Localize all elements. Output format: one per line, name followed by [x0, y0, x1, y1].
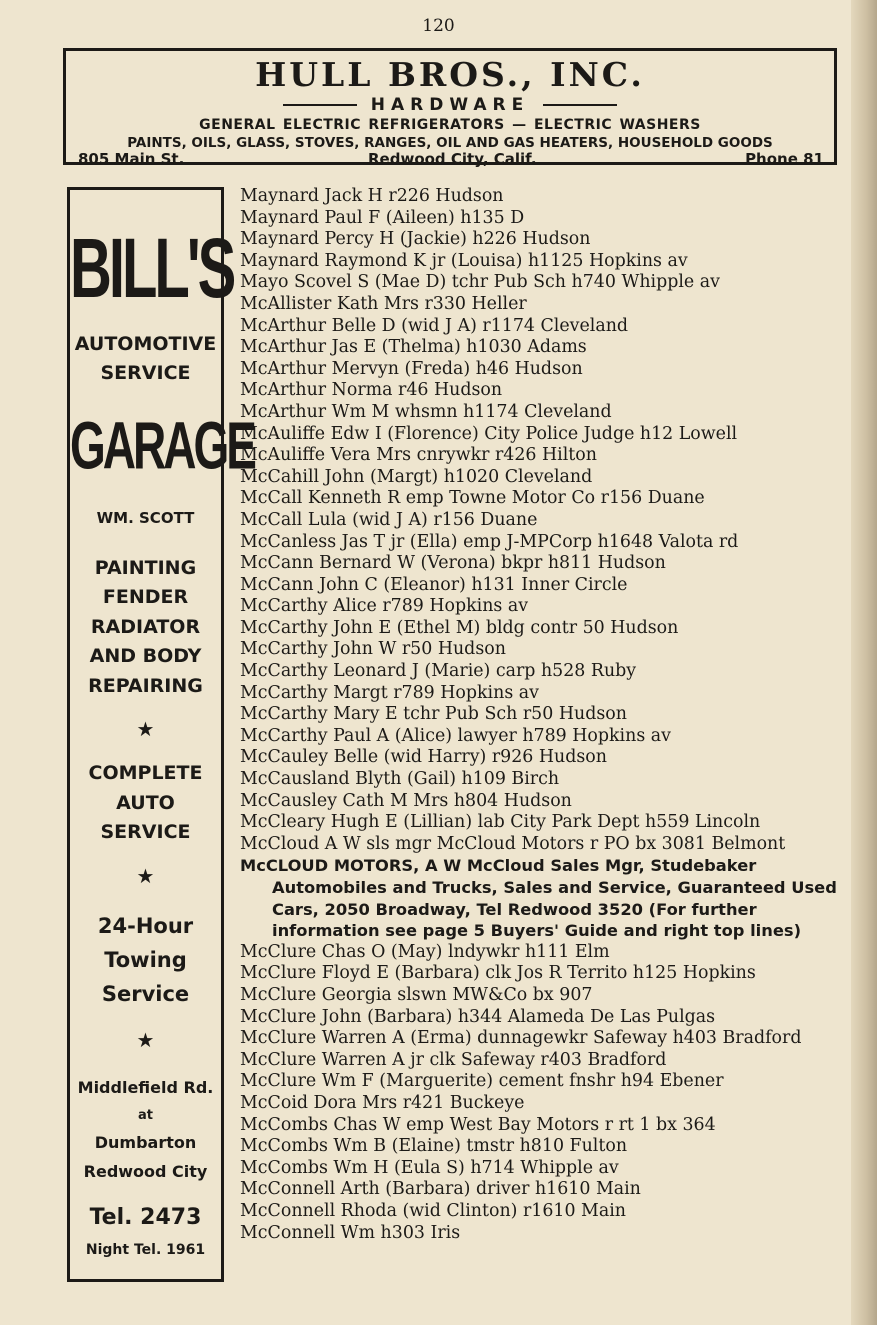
ad-cross-street: Dumbarton [94, 1133, 197, 1152]
listing-entry: McCleary Hugh E (Lillian) lab City Park Dept h559 Lincoln [240, 812, 761, 833]
listing-entry: McConnell Wm h303 Iris [240, 1222, 461, 1243]
listing-entry: McCahill John (Margt) h1020 Cleveland [240, 466, 593, 487]
listing-entry: McCloud A W sls mgr McCloud Motors r PO bx 3081 Belmont [240, 833, 786, 854]
ad-auto: AUTO [116, 792, 175, 814]
ad-owner: WM. SCOTT [96, 509, 195, 527]
listing-entry: Mayo Scovel S (Mae D) tchr Pub Sch h740 Whipple av [240, 272, 720, 293]
page-number: 120 [422, 16, 455, 36]
listing-entry: McCarthy Alice r789 Hopkins av [240, 596, 529, 617]
ad-complete: COMPLETE [88, 762, 203, 784]
ad-address: 805 Main St. [78, 150, 185, 168]
listing-entry: McCarthy John E (Ethel M) bldg contr 50 Hudson [240, 617, 679, 638]
listing-entry: McClure Floyd E (Barbara) clk Jos R Territo h125 Hopkins [240, 963, 756, 984]
listing-entry: Maynard Jack H r226 Hudson [240, 186, 504, 206]
ad-road: Middlefield Rd. [77, 1078, 214, 1097]
garage-name: BILL'S [70, 221, 234, 316]
listing-entry: McCoid Dora Mrs r421 Buckeye [240, 1092, 525, 1113]
listing-entry: McCombs Chas W emp West Bay Motors r rt 1 bx 364 [240, 1114, 716, 1135]
ad-line-appliances: GENERAL ELECTRIC REFRIGERATORS — ELECTRIC WASHERS [199, 117, 701, 133]
listing-entry: McArthur Belle D (wid J A) r1174 Cleveland [240, 315, 629, 336]
ad-service: SERVICE [100, 362, 191, 384]
ad-repairing: REPAIRING [88, 675, 203, 697]
ad-service-2: SERVICE [100, 821, 191, 843]
listing-entry: McClure Georgia slswn MW&Co bx 907 [240, 984, 593, 1005]
listing-entry: McCausland Blyth (Gail) h109 Birch [240, 769, 560, 790]
directory-listings [240, 186, 852, 1244]
ad-service-3: Service [101, 982, 190, 1006]
star-icon: ★ [136, 717, 155, 741]
ad-telephone: Tel. 2473 [89, 1205, 202, 1230]
listing-entry: McCombs Wm H (Eula S) h714 Whipple av [240, 1157, 619, 1178]
ad-24-hour: 24-Hour [97, 914, 194, 938]
listing-entry: McAllister Kath Mrs r330 Heller [240, 293, 527, 314]
listing-entry: McCanless Jas T jr (Ella) emp J-MPCorp h1648 Valota rd [240, 531, 739, 552]
listing-entry: McClure Warren A (Erma) dunnagewkr Safeway h403 Bradford [240, 1028, 802, 1049]
listing-entry: McCarthy Margt r789 Hopkins av [240, 682, 539, 703]
page-edge [851, 0, 877, 1325]
listing-entry: McClure Chas O (May) lndywkr h111 Elm [240, 941, 610, 962]
ad-fender: FENDER [102, 586, 189, 608]
ad-city: Redwood City [83, 1162, 208, 1181]
listing-entry: McArthur Mervyn (Freda) h46 Hudson [240, 358, 583, 379]
listing-entry: Maynard Raymond K jr (Louisa) h1125 Hopkins av [240, 250, 688, 271]
hardware-advertisement [63, 48, 837, 168]
listing-entry: McAuliffe Edw I (Florence) City Police Judge h12 Lowell [240, 423, 738, 444]
listing-entry: McClure John (Barbara) h344 Alameda De Las Pulgas [240, 1006, 716, 1027]
listing-entry: McCausley Cath M Mrs h804 Hudson [240, 790, 572, 811]
ad-city: Redwood City, Calif. [368, 150, 537, 168]
listing-entry: McArthur Wm M whsmn h1174 Cleveland [240, 401, 612, 422]
listing-entry: McClure Wm F (Marguerite) cement fnshr h94 Ebener [240, 1071, 724, 1092]
listing-entry: McArthur Jas E (Thelma) h1030 Adams [240, 337, 587, 358]
divider-rule [283, 104, 357, 106]
ad-towing: Towing [104, 948, 187, 972]
ad-line-goods: PAINTS, OILS, GLASS, STOVES, RANGES, OIL AND GAS HEATERS, HOUSEHOLD GOODS [127, 135, 773, 151]
ad-contact-row [78, 150, 824, 168]
ad-garage-word: GARAGE [70, 407, 254, 483]
listing-entry: McCall Kenneth R emp Towne Motor Co r156 Duane [240, 488, 705, 509]
listing-entry-featured: McCLOUD MOTORS, A W McCloud Sales Mgr, Studebaker Automobiles and Trucks, Sales and Service, Guaranteed Used Cars, 2050 Broadway, Tel Redwood 3520 (For further information see page 5 Buyers' Guide and right top lines) [240, 856, 837, 941]
ad-radiator: RADIATOR [90, 616, 201, 638]
listing-entry: McCarthy Paul A (Alice) lawyer h789 Hopkins av [240, 725, 671, 746]
ad-at: at [138, 1108, 153, 1123]
category-row [66, 95, 834, 115]
listing-entry: McCall Lula (wid J A) r156 Duane [240, 509, 538, 530]
listing-entry: McCarthy John W r50 Hudson [240, 639, 506, 660]
listing-entry: McCarthy Mary E tchr Pub Sch r50 Hudson [240, 704, 627, 725]
listing-entry: McConnell Arth (Barbara) driver h1610 Main [240, 1179, 641, 1200]
star-icon: ★ [136, 1028, 155, 1052]
divider-rule [543, 104, 617, 106]
listing-entry: McCann Bernard W (Verona) bkpr h811 Hudson [240, 553, 666, 574]
listing-entry: McArthur Norma r46 Hudson [240, 380, 503, 401]
listing-entry: McCann John C (Eleanor) h131 Inner Circle [240, 574, 628, 595]
ad-painting: PAINTING [94, 557, 197, 579]
ad-and-body: AND BODY [89, 645, 202, 667]
ad-night-telephone: Night Tel. 1961 [85, 1242, 206, 1258]
listing-entry: McClure Warren A jr clk Safeway r403 Bradford [240, 1049, 667, 1070]
listing-entry: McCarthy Leonard J (Marie) carp h528 Ruby [240, 661, 637, 682]
ad-automotive: AUTOMOTIVE [74, 333, 217, 355]
garage-advertisement [67, 187, 254, 1282]
advertiser-name: HULL BROS., INC. [255, 55, 645, 94]
listing-entry: McCauley Belle (wid Harry) r926 Hudson [240, 747, 607, 768]
star-icon: ★ [136, 864, 155, 888]
ad-phone: Phone 81 [745, 150, 824, 168]
category-label: HARDWARE [370, 95, 530, 115]
listing-entry: McCombs Wm B (Elaine) tmstr h810 Fulton [240, 1136, 628, 1157]
listing-entry: McAuliffe Vera Mrs cnrywkr r426 Hilton [240, 445, 597, 466]
listing-entry: McConnell Rhoda (wid Clinton) r1610 Main [240, 1200, 626, 1221]
listing-entry: Maynard Paul F (Aileen) h135 D [240, 207, 525, 228]
listing-entry: Maynard Percy H (Jackie) h226 Hudson [240, 229, 591, 250]
